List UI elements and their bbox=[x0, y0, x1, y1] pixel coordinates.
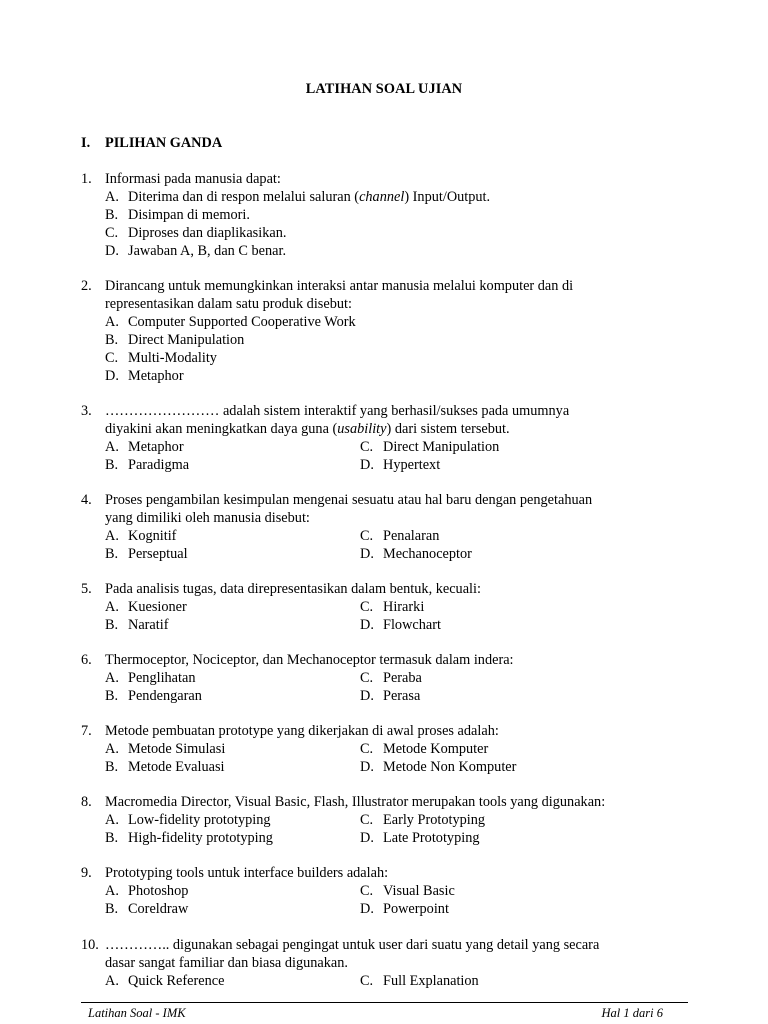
option-text: Kuesioner bbox=[128, 599, 187, 615]
option-letter: D. bbox=[105, 368, 119, 384]
option-text: Metode Komputer bbox=[383, 741, 489, 757]
option-a bbox=[105, 811, 360, 829]
option-letter: D. bbox=[360, 617, 374, 633]
option-text: Low-fidelity prototyping bbox=[128, 812, 271, 828]
option-text: Coreldraw bbox=[128, 901, 189, 917]
option-a bbox=[105, 740, 360, 758]
option-a bbox=[105, 527, 360, 545]
question-6 bbox=[81, 651, 681, 705]
question-text: Informasi pada manusia dapat: bbox=[105, 171, 281, 187]
question-number: 10. bbox=[81, 937, 99, 953]
question-number: 7. bbox=[81, 723, 92, 739]
option-text: Diproses dan diaplikasikan. bbox=[128, 225, 287, 241]
section-label: PILIHAN GANDA bbox=[105, 135, 223, 151]
option-text: Perasa bbox=[383, 688, 421, 704]
option-d bbox=[360, 687, 615, 705]
option-text: Pendengaran bbox=[128, 688, 202, 704]
option-text: Photoshop bbox=[128, 883, 189, 899]
option-letter: A. bbox=[105, 314, 119, 330]
option-letter: B. bbox=[105, 207, 119, 223]
question-text: Macromedia Director, Visual Basic, Flash, Illustrator merupakan tools yang digunakan: bbox=[105, 794, 606, 810]
option-letter: C. bbox=[105, 225, 119, 241]
option-letter: D. bbox=[360, 457, 374, 473]
option-letter: C. bbox=[360, 599, 374, 615]
option-letter: C. bbox=[360, 741, 374, 757]
option-letter: A. bbox=[105, 883, 119, 899]
option-text: Jawaban A, B, dan C benar. bbox=[128, 243, 287, 259]
question-number: 8. bbox=[81, 794, 92, 810]
option-b bbox=[105, 758, 360, 776]
question-5 bbox=[81, 580, 681, 634]
option-text: Direct Manipulation bbox=[128, 332, 245, 348]
option-text: Hypertext bbox=[383, 457, 441, 473]
option-letter: D. bbox=[360, 830, 374, 846]
option-text: Early Prototyping bbox=[383, 812, 486, 828]
question-number: 2. bbox=[81, 278, 92, 294]
option-letter: B. bbox=[105, 759, 119, 775]
question-text: Proses pengambilan kesimpulan mengenai sesuatu atau hal baru dengan pengetahuan yang dimiliki oleh manusia disebut: bbox=[105, 492, 593, 526]
option-c bbox=[360, 438, 615, 456]
option-letter: B. bbox=[105, 688, 119, 704]
option-text: Metode Simulasi bbox=[128, 741, 226, 757]
question-number: 9. bbox=[81, 865, 92, 881]
option-a bbox=[105, 188, 681, 206]
option-text: Naratif bbox=[128, 617, 169, 633]
option-text: Disimpan di memori. bbox=[128, 207, 250, 223]
option-text: Diterima dan di respon melalui saluran (channel) Input/Output. bbox=[128, 189, 491, 205]
option-text: Computer Supported Cooperative Work bbox=[128, 314, 356, 330]
option-d bbox=[360, 545, 615, 563]
option-b bbox=[105, 545, 360, 563]
question-9 bbox=[81, 864, 681, 918]
option-a bbox=[105, 598, 360, 616]
option-letter: D. bbox=[360, 901, 374, 917]
option-text: Powerpoint bbox=[383, 901, 449, 917]
option-text: Penglihatan bbox=[128, 670, 196, 686]
option-letter: B. bbox=[105, 332, 119, 348]
option-text: Flowchart bbox=[383, 617, 441, 633]
option-d bbox=[360, 758, 615, 776]
footer-divider bbox=[81, 1002, 688, 1003]
question-text: Dirancang untuk memungkinkan interaksi antar manusia melalui komputer dan di representasikan dalam satu produk disebut: bbox=[105, 278, 574, 312]
option-c bbox=[105, 224, 681, 242]
option-b bbox=[105, 616, 360, 634]
option-b bbox=[105, 687, 360, 705]
footer-page-number: Hal 1 dari 6 bbox=[601, 1006, 663, 1020]
question-1 bbox=[81, 170, 681, 260]
question-2 bbox=[81, 277, 681, 385]
option-text: Multi-Modality bbox=[128, 350, 217, 366]
option-text: Direct Manipulation bbox=[383, 439, 500, 455]
option-text: Hirarki bbox=[383, 599, 425, 615]
option-letter: D. bbox=[105, 243, 119, 259]
option-letter: A. bbox=[105, 599, 119, 615]
option-text: Mechanoceptor bbox=[383, 546, 472, 562]
option-letter: C. bbox=[105, 350, 119, 366]
option-a bbox=[105, 313, 681, 331]
option-letter: C. bbox=[360, 812, 374, 828]
option-a bbox=[105, 972, 360, 990]
question-4 bbox=[81, 491, 681, 563]
option-c bbox=[360, 882, 615, 900]
question-number: 4. bbox=[81, 492, 92, 508]
option-text: High-fidelity prototyping bbox=[128, 830, 273, 846]
question-10 bbox=[81, 936, 681, 990]
option-text: Paradigma bbox=[128, 457, 190, 473]
option-d bbox=[105, 367, 681, 385]
option-text: Visual Basic bbox=[383, 883, 455, 899]
option-a bbox=[105, 882, 360, 900]
option-d bbox=[360, 616, 615, 634]
option-text: Penalaran bbox=[383, 528, 440, 544]
question-text: Prototyping tools untuk interface builders adalah: bbox=[105, 865, 389, 881]
option-c bbox=[360, 669, 615, 687]
option-text: Quick Reference bbox=[128, 973, 225, 989]
footer-document-name: Latihan Soal - IMK bbox=[88, 1006, 186, 1020]
option-b bbox=[105, 900, 360, 918]
option-letter: D. bbox=[360, 759, 374, 775]
question-8 bbox=[81, 793, 681, 847]
option-text: Peraba bbox=[383, 670, 422, 686]
question-number: 5. bbox=[81, 581, 92, 597]
option-text: Perseptual bbox=[128, 546, 188, 562]
option-b bbox=[105, 331, 681, 349]
option-c bbox=[105, 349, 681, 367]
option-letter: C. bbox=[360, 883, 374, 899]
option-letter: A. bbox=[105, 670, 119, 686]
option-text: Metaphor bbox=[128, 368, 184, 384]
option-letter: A. bbox=[105, 812, 119, 828]
page-title: LATIHAN SOAL UJIAN bbox=[305, 81, 463, 97]
option-letter: B. bbox=[105, 901, 119, 917]
section-heading bbox=[81, 134, 222, 152]
option-c bbox=[360, 740, 615, 758]
option-d bbox=[105, 242, 681, 260]
question-7 bbox=[81, 722, 681, 776]
option-b bbox=[105, 456, 360, 474]
option-b bbox=[105, 206, 681, 224]
option-text: Kognitif bbox=[128, 528, 177, 544]
option-c bbox=[360, 811, 615, 829]
option-letter: B. bbox=[105, 546, 119, 562]
question-text: ………….. digunakan sebagai pengingat untuk user dari suatu yang detail yang secara dasar sangat familiar dan biasa digunakan. bbox=[105, 937, 600, 971]
option-letter: D. bbox=[360, 688, 374, 704]
option-c bbox=[360, 598, 615, 616]
option-a bbox=[105, 438, 360, 456]
option-letter: C. bbox=[360, 528, 374, 544]
option-text: Metaphor bbox=[128, 439, 184, 455]
question-number: 1. bbox=[81, 171, 92, 187]
option-d bbox=[360, 829, 615, 847]
option-letter: A. bbox=[105, 973, 119, 989]
option-letter: B. bbox=[105, 617, 119, 633]
option-d bbox=[360, 900, 615, 918]
option-letter: A. bbox=[105, 439, 119, 455]
option-c bbox=[360, 972, 615, 990]
option-text: Full Explanation bbox=[383, 973, 479, 989]
option-letter: A. bbox=[105, 741, 119, 757]
option-a bbox=[105, 669, 360, 687]
option-letter: A. bbox=[105, 189, 119, 205]
question-text: …………………… adalah sistem interaktif yang berhasil/sukses pada umumnya diyakini akan meningkatkan daya guna (usability) dari sistem tersebut. bbox=[105, 403, 570, 437]
option-text: Metode Evaluasi bbox=[128, 759, 225, 775]
option-c bbox=[360, 527, 615, 545]
question-text: Thermoceptor, Nociceptor, dan Mechanoceptor termasuk dalam indera: bbox=[105, 652, 514, 668]
question-number: 6. bbox=[81, 652, 92, 668]
option-letter: C. bbox=[360, 973, 374, 989]
option-letter: D. bbox=[360, 546, 374, 562]
option-b bbox=[105, 829, 360, 847]
option-letter: B. bbox=[105, 830, 119, 846]
option-letter: A. bbox=[105, 528, 119, 544]
option-letter: B. bbox=[105, 457, 119, 473]
question-text: Pada analisis tugas, data direpresentasikan dalam bentuk, kecuali: bbox=[105, 581, 481, 597]
question-3 bbox=[81, 402, 681, 474]
question-text: Metode pembuatan prototype yang dikerjakan di awal proses adalah: bbox=[105, 723, 499, 739]
option-text: Metode Non Komputer bbox=[383, 759, 517, 775]
option-d bbox=[360, 456, 615, 474]
option-letter: C. bbox=[360, 670, 374, 686]
section-number: I. bbox=[81, 135, 91, 151]
option-text: Late Prototyping bbox=[383, 830, 480, 846]
question-number: 3. bbox=[81, 403, 92, 419]
option-letter: C. bbox=[360, 439, 374, 455]
